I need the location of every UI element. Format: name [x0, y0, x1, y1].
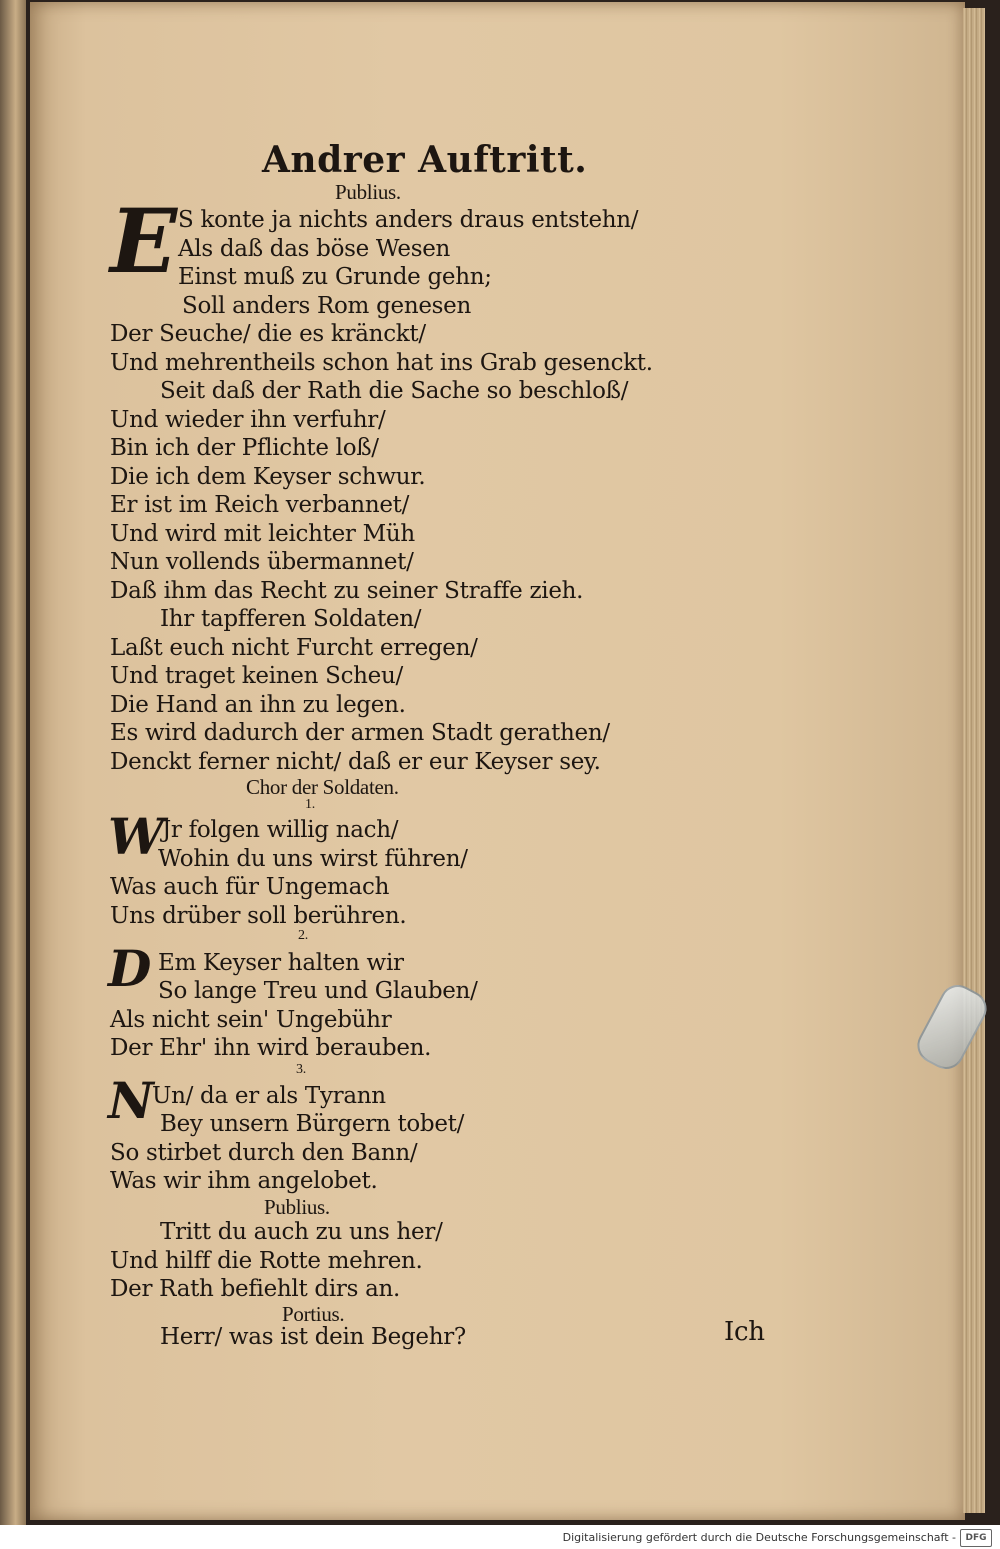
verse-line: Was wir ihm angelobet.: [110, 1168, 378, 1194]
verse-line: Die ich dem Keyser schwur.: [110, 464, 426, 490]
catchword: Ich: [724, 1317, 765, 1347]
drop-initial-n: N: [108, 1071, 154, 1130]
verse-line: Der Seuche/ die es kränckt/: [110, 321, 426, 347]
verse-number: 2.: [298, 928, 308, 943]
verse-line: Und wieder ihn verfuhr/: [110, 407, 386, 433]
verse-line: Der Ehr' ihn wird berauben.: [110, 1035, 432, 1061]
speaker-publius: Publius.: [264, 1195, 330, 1219]
verse-line: Er ist im Reich verbannet/: [110, 492, 410, 518]
verse-line: So lange Treu und Glauben/: [158, 978, 478, 1004]
drop-initial-w: W: [108, 807, 165, 866]
verse-line: Tritt du auch zu uns her/: [160, 1219, 443, 1245]
digitization-footer: [0, 1525, 1000, 1549]
verse-line: Was auch für Ungemach: [110, 874, 390, 900]
verse-line: Laßt euch nicht Furcht erregen/: [110, 635, 478, 661]
verse-line: Bin ich der Pflichte loß/: [110, 435, 379, 461]
verse-line: Uns drüber soll berühren.: [110, 903, 407, 929]
speaker-portius: Portius.: [282, 1302, 345, 1326]
verse-line: Die Hand an ihn zu legen.: [110, 692, 406, 718]
verse-line: So stirbet durch den Bann/: [110, 1140, 418, 1166]
scene-heading: Andrer Auftritt.: [262, 139, 588, 181]
verse-line: Herr/ was ist dein Begehr?: [160, 1324, 466, 1350]
drop-initial-d: D: [108, 939, 152, 998]
verse-line: Es wird dadurch der armen Stadt gerathen/: [110, 720, 610, 746]
dfg-logo: DFG: [960, 1529, 992, 1547]
funding-credit: Digitalisierung gefördert durch die Deutsche Forschungsgemeinschaft -: [562, 1531, 956, 1544]
verse-line: Und wird mit leichter Müh: [110, 521, 415, 547]
verse-line: Un/ da er als Tyrann: [152, 1083, 386, 1109]
verse-line: Und traget keinen Scheu/: [110, 663, 403, 689]
speaker-chorus: Chor der Soldaten.: [246, 775, 399, 799]
verse-line: Soll anders Rom genesen: [182, 293, 471, 319]
verse-line: Einst muß zu Grunde gehn;: [178, 264, 492, 290]
verse-line: Wohin du uns wirst führen/: [158, 846, 468, 872]
verse-line: Daß ihm das Recht zu seiner Straffe zieh.: [110, 578, 584, 604]
drop-initial-e: E: [110, 189, 178, 293]
verse-line: Jr folgen willig nach/: [162, 817, 399, 843]
verse-line: Bey unsern Bürgern tobet/: [160, 1111, 465, 1137]
verse-line: Ihr tapfferen Soldaten/: [160, 606, 422, 632]
verse-line: Em Keyser halten wir: [158, 950, 404, 976]
verse-line: Denckt ferner nicht/ daß er eur Keyser sey.: [110, 749, 601, 775]
verse-line: S konte ja nichts anders draus entstehn/: [178, 207, 639, 233]
speaker-publius: Publius.: [335, 180, 401, 204]
verse-line: Und hilff die Rotte mehren.: [110, 1248, 423, 1274]
verse-line: Als nicht sein' Ungebühr: [110, 1007, 392, 1033]
verse-number: 1.: [305, 797, 315, 812]
verse-line: Und mehrentheils schon hat ins Grab gesenckt.: [110, 350, 653, 376]
verse-line: Seit daß der Rath die Sache so beschloß/: [160, 378, 629, 404]
verse-number: 3.: [296, 1062, 306, 1077]
verse-line: Als daß das böse Wesen: [178, 236, 451, 262]
verse-line: Nun vollends übermannet/: [110, 549, 414, 575]
verse-line: Der Rath befiehlt dirs an.: [110, 1276, 401, 1302]
